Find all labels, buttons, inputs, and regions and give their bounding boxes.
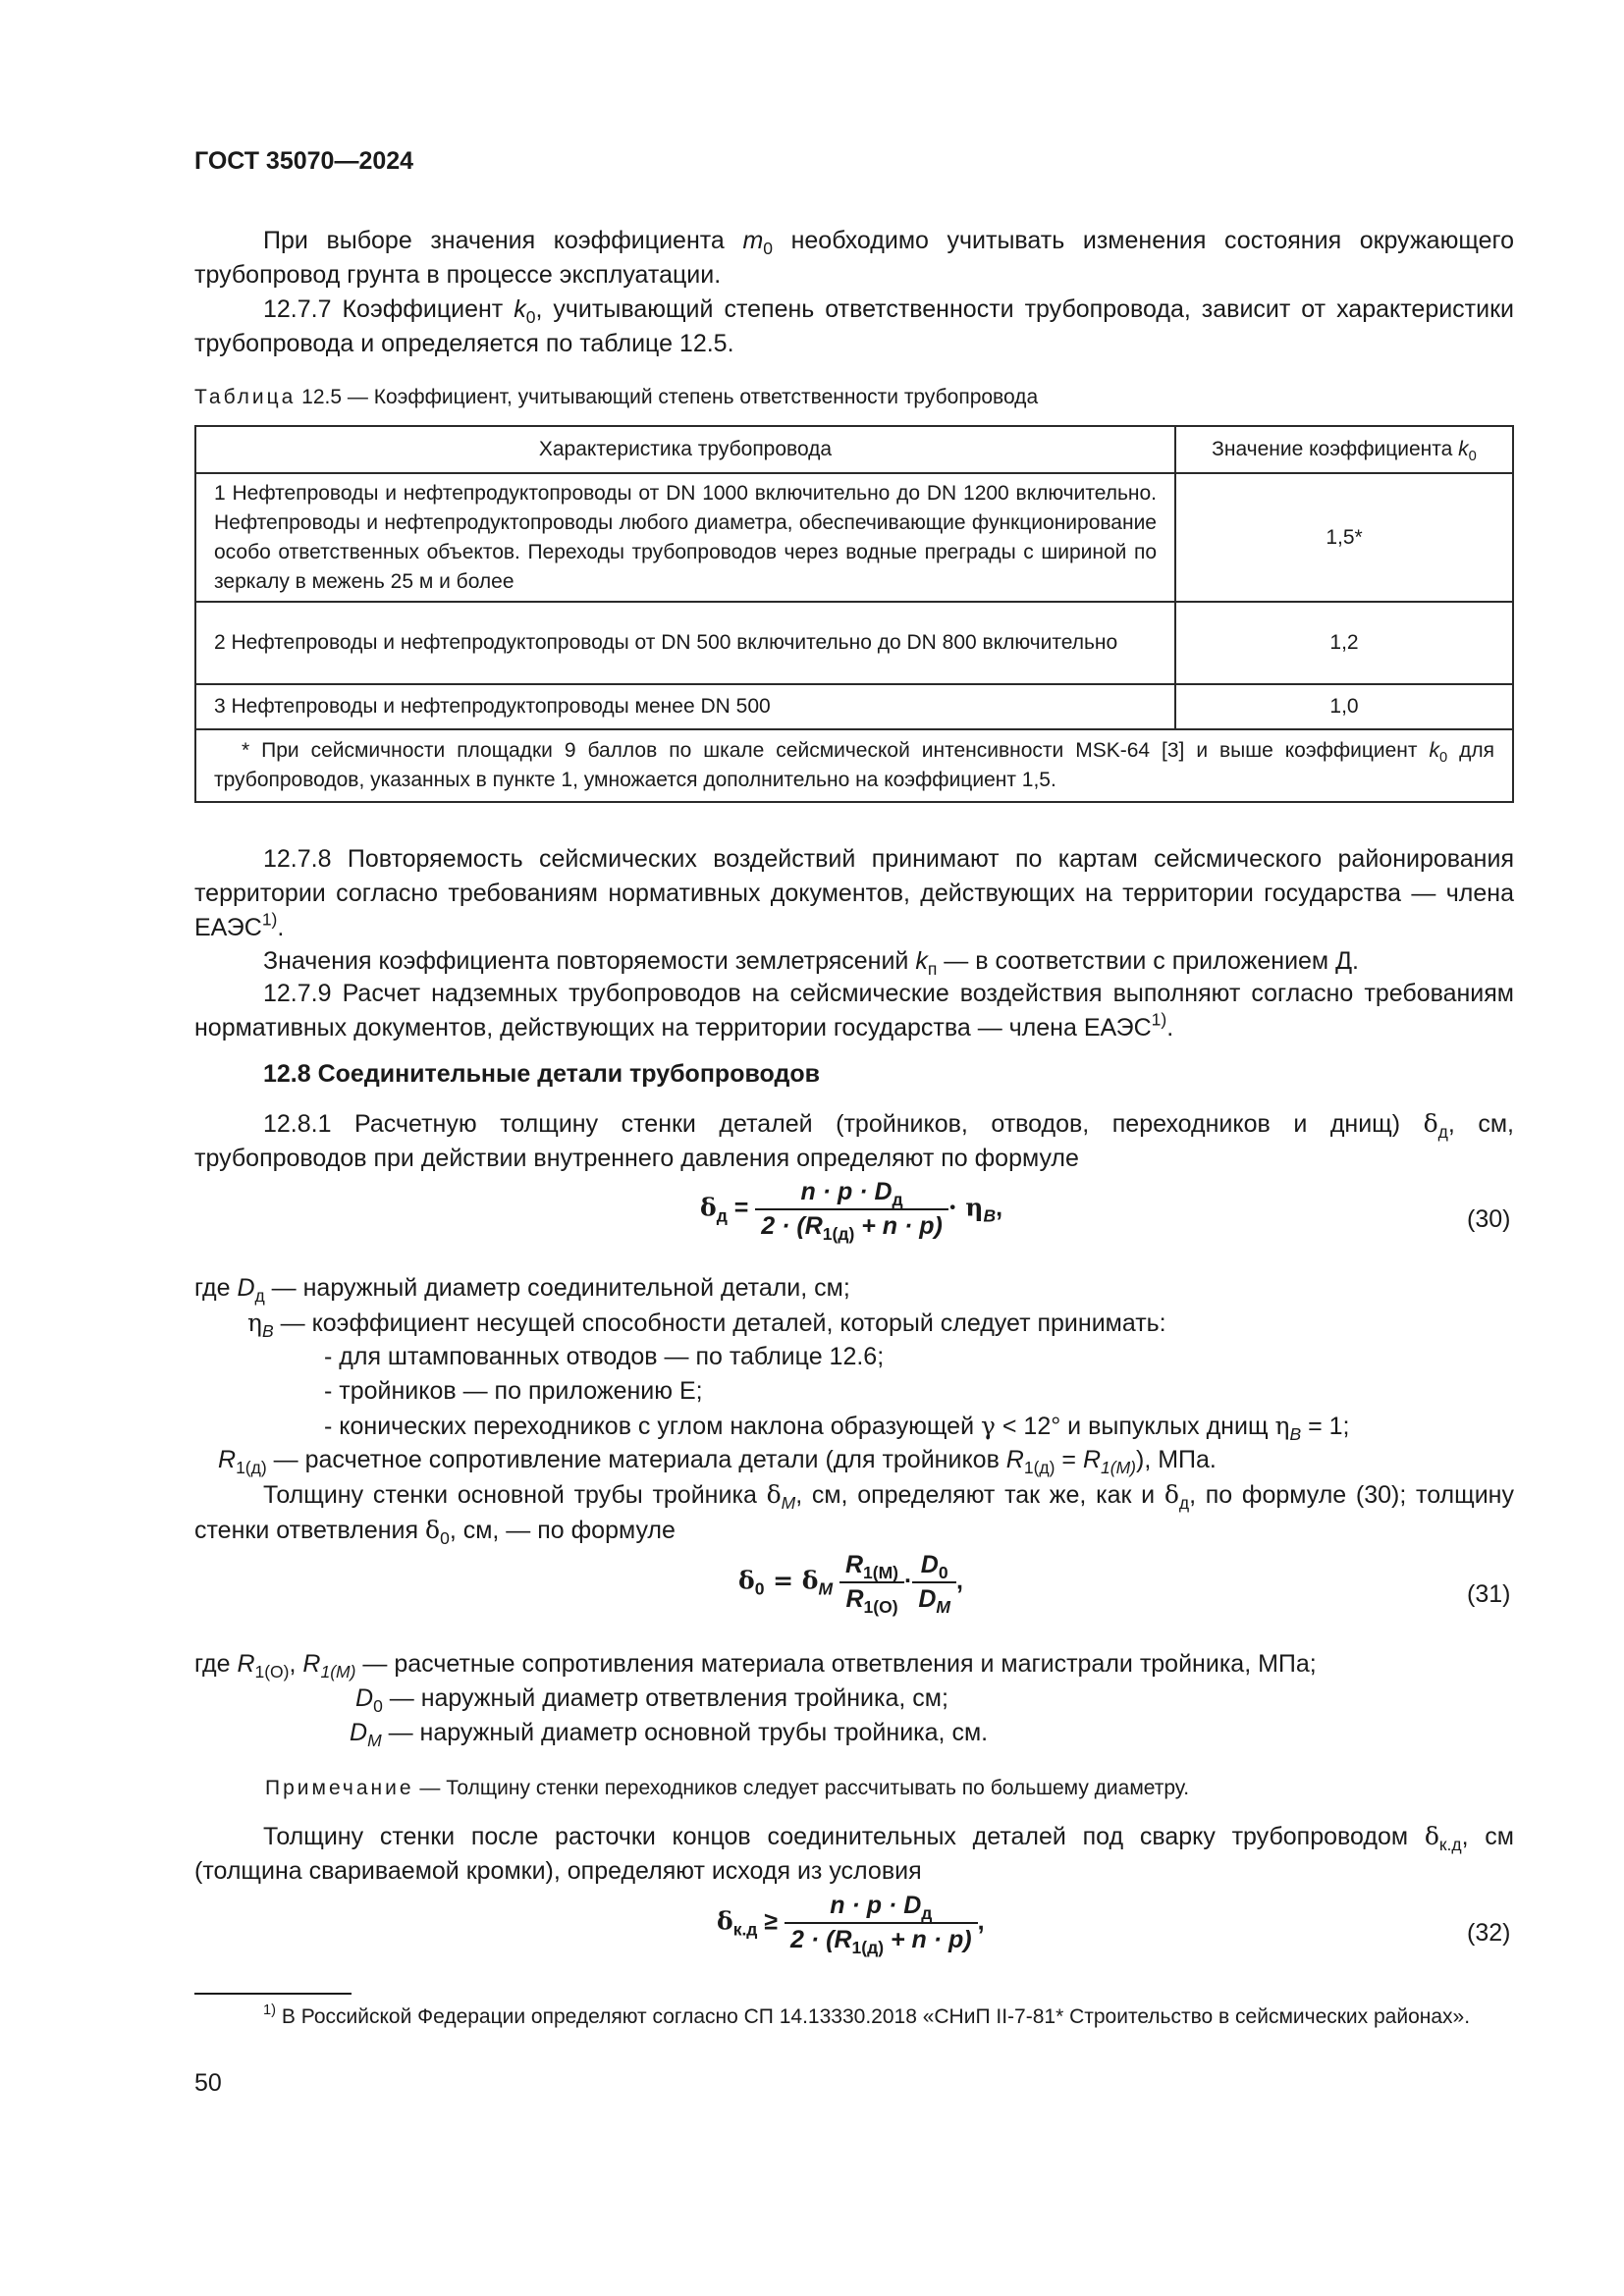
section-title-12-8: 12.8 Соединительные детали трубопроводов	[263, 1060, 820, 1088]
column-header-characteristic: Характеристика трубопровода	[195, 426, 1175, 473]
intro-paragraph-m0: При выборе значения коэффициента $m_0$ необходимо учитывать изменения состояния окружающего трубопровод грунта в процессе эксплуатации.	[194, 227, 1514, 289]
row-value: 1,2	[1175, 602, 1513, 684]
footnote-separator	[194, 1993, 352, 1995]
paragraph-12-7-7: 12.7.7 Коэффициент $k_0$, учитывающий степень ответственности трубопровода, зависит от характеристики трубопровода и определяется по таблице 12.5.	[194, 295, 1515, 357]
footnote: $^{1)}$ В Российской Федерации определяют согласно СП 14.13330.2018 «СНиП II-7-81* Строительство в сейсмических районах».	[263, 2002, 1471, 2028]
list-item: - тройников — по приложению Е;	[324, 1377, 703, 1405]
formula-31-fraction-d: $\frac{D_0}{D_M}$	[912, 1551, 956, 1614]
where-dm-definition: $D_M$ — наружный диаметр основной трубы тройника, см.	[350, 1719, 989, 1751]
formula-32: $\delta_{к.д}$ ≥ $\frac{n \cdot p \cdot D_д}{2 \cdot (R_{1(д)} + n \cdot p)}$ ,	[717, 1892, 985, 1958]
paragraph-tee-thickness: Толщину стенки основной трубы тройника $\delta_M$, см, определяют так же, как и $\delta_д$, по формуле (30); толщину стенки ответвления $\delta_0$, см, — по формуле	[194, 1480, 1514, 1549]
table-row	[195, 473, 1513, 602]
where-r-pair-definition: где $R_{1(O)}$, $R_{1(M)}$ — расчетные сопротивления материала ответвления и магистрали тройника, МПа;	[194, 1650, 1317, 1682]
row-value: 1,5*	[1175, 473, 1513, 602]
formula-31: $\delta_0 = \delta_M$ $\frac{R_{1(M)}}{R_{1(O)}}$ · $\frac{D_0}{D_M}$ ,	[738, 1551, 963, 1618]
list-item: - для штампованных отводов — по таблице 12.6;	[324, 1343, 885, 1370]
table-footnote-row	[195, 729, 1513, 802]
formula-30: $\delta_д$ = $\frac{n \cdot p \cdot D_д}{2 \cdot (R_{1(д)} + n \cdot p)}$ · $\eta_B$,	[700, 1178, 1003, 1245]
where-r-definition: $R_{1(д)}$ — расчетное сопротивление материала детали (для тройников $R_{1(д)} = R_{1(M)}$), МПа.	[218, 1446, 1217, 1478]
coefficient-table	[194, 425, 1514, 803]
paragraph-12-8-1: 12.8.1 Расчетную толщину стенки деталей (тройников, отводов, переходников и днищ) $\delta_д$, см, трубопроводов при действии внутреннего давления определяют по формуле	[194, 1109, 1514, 1172]
paragraph-12-7-8: 12.7.8 Повторяемость сейсмических воздействий принимают по картам сейсмического районирования территории согласно требованиям нормативных документов, действующих на территории государства — члена ЕАЭС$^{1)}$.	[194, 845, 1514, 941]
formula-32-fraction: $\frac{n \cdot p \cdot D_д}{2 \cdot (R_{1(д)} + n \cdot p)}$	[785, 1892, 978, 1954]
table-row	[195, 684, 1513, 729]
table-row	[195, 602, 1513, 684]
table-header-row	[195, 426, 1513, 473]
list-item: - конических переходников с углом наклона образующей γ < 12° и выпуклых днищ $\eta_B = 1$;	[324, 1412, 1350, 1445]
paragraph-edge-thickness: Толщину стенки после расточки концов соединительных деталей под сварку трубопроводом $\delta_{к.д}$, см (толщина свариваемой кромки), определяют исходя из условия	[194, 1822, 1514, 1885]
where-d-definition: где $D_д$ — наружный диаметр соединительной детали, см;	[194, 1274, 850, 1307]
formula-30-fraction: $\frac{n \cdot p \cdot D_д}{2 \cdot (R_{1(д)} + n \cdot p)}$	[755, 1178, 948, 1241]
equation-number-32: (32)	[1467, 1919, 1511, 1947]
document-code-header: ГОСТ 35070—2024	[194, 147, 414, 175]
row-description: 3 Нефтепроводы и нефтепродуктопроводы менее DN 500	[195, 684, 1175, 729]
table-footnote: * При сейсмичности площадки 9 баллов по шкале сейсмической интенсивности MSK-64 [3] и выше коэффициент $k_0$ для трубопроводов, указанных в пункте 1, умножается дополнительно на коэффициент 1,5.	[195, 729, 1513, 802]
paragraph-12-7-9: 12.7.9 Расчет надземных трубопроводов на сейсмические воздействия выполняют согласно требованиям нормативных документов, действующих на территории государства — члена ЕАЭС$^{1)}$.	[194, 980, 1514, 1041]
row-description: 1 Нефтепроводы и нефтепродуктопроводы от DN 1000 включительно до DN 1200 включительно. Нефтепроводы и нефтепродуктопроводы любого диаметра, обеспечивающие функционирование особо ответственных объектов. Переходы трубопроводов через водные преграды с шириной по зеркалу в межень 25 м и более	[195, 473, 1175, 602]
column-header-value: Значение коэффициента $k_0$	[1175, 426, 1513, 473]
row-value: 1,0	[1175, 684, 1513, 729]
note: Примечание — Толщину стенки переходников следует рассчитывать по большему диаметру.	[265, 1777, 1190, 1799]
table-caption: Таблица 12.5 — Коэффициент, учитывающий степень ответственности трубопровода	[194, 386, 1039, 408]
formula-31-fraction-r: $\frac{R_{1(M)}}{R_{1(O)}}$	[839, 1551, 904, 1614]
paragraph-kp: Значения коэффициента повторяемости землетрясений $k_п$ — в соответствии с приложением Д.	[263, 947, 1359, 980]
page-number: 50	[194, 2069, 222, 2097]
where-eta-definition: $\eta_B$ — коэффициент несущей способности деталей, который следует принимать:	[247, 1308, 1166, 1342]
equation-number-30: (30)	[1467, 1205, 1511, 1233]
where-d0-definition: $D_0$ — наружный диаметр ответвления тройника, см;	[355, 1684, 948, 1717]
row-description: 2 Нефтепроводы и нефтепродуктопроводы от DN 500 включительно до DN 800 включительно	[195, 602, 1175, 684]
equation-number-31: (31)	[1467, 1580, 1511, 1608]
